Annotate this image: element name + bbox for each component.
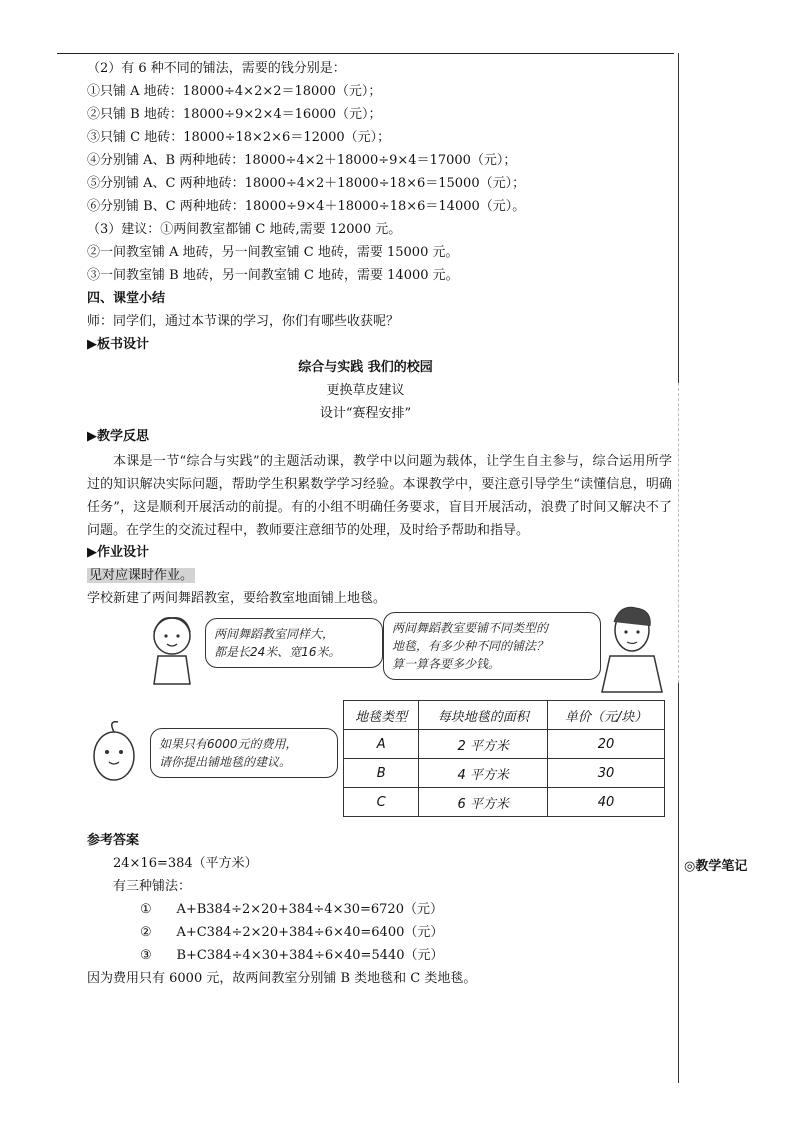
board-line: 设计“赛程安排”: [319, 406, 412, 421]
section-heading: 参考答案: [87, 833, 140, 848]
text-line: 师：同学们，通过本节课的学习，你们有哪些收获呢？: [87, 314, 400, 329]
section-heading: ▶教学反思: [87, 429, 149, 444]
table-cell: 30: [548, 759, 665, 788]
text-line: ⑤分别铺 A、C 两种地砖：18000÷4×2＋18000÷18×6＝15000（元）；: [87, 176, 526, 191]
section-heading: ▶作业设计: [87, 545, 149, 560]
bubble-line: 地毯，有多少种不同的铺法？: [392, 639, 549, 653]
table-cell: 2 平方米: [419, 730, 548, 759]
boy-illustration: [140, 612, 204, 692]
table-header-row: [344, 701, 665, 730]
text-line: ③一间教室铺 B 地砖，另一间教室铺 C 地砖，需要 14000 元。: [87, 268, 459, 283]
text-line: ②一间教室铺 A 地砖，另一间教室铺 C 地砖，需要 15000 元。: [87, 245, 459, 260]
text-line: （2）有 6 种不同的铺法，需要的钱分别是：: [87, 61, 346, 76]
answer-line: ② A+C384÷2×20+384÷6×40=6400（元）: [140, 925, 444, 940]
margin-line: [678, 53, 679, 383]
speech-bubble-bottom: [150, 728, 338, 778]
section-heading: 四、课堂小结: [87, 291, 166, 306]
reflection-paragraph: 本课是一节“综合与实践”的主题活动课，教学中以问题为载体，让学生自主参与，综合运用所学过的知识解决实际问题，帮助学生积累数学学习经验。本课教学中，要注意引导学生“读懂信息，明确任务”，这是顺利开展活动的前提。有的小组不明确任务要求，盲目开展活动，浪费了时间又解决不了问题。在学生的交流过程中，教师要注意细节的处理，及时给予帮助和指导。: [87, 454, 672, 538]
speech-bubble-right: [383, 612, 601, 680]
table-cell: A: [344, 730, 419, 759]
table-cell: B: [344, 759, 419, 788]
section-heading: ▶板书设计: [87, 337, 149, 352]
board-title: 综合与实践 我们的校园: [298, 360, 433, 375]
carpet-table: [343, 700, 665, 817]
bubble-line: 都是长24米、宽16米。: [214, 645, 341, 659]
text-line: ②只铺 B 地砖：18000÷9×2×4＝16000（元）；: [87, 107, 382, 122]
text-line: ③只铺 C 地砖：18000÷18×2×6＝12000（元）；: [87, 130, 391, 145]
board-line: 更换草皮建议: [326, 383, 405, 398]
text-line: 学校新建了两间舞蹈教室，要给教室地面铺上地毯。: [87, 591, 387, 606]
bubble-line: 算一算各要多少钱。: [392, 657, 501, 671]
answer-line: 24×16=384（平方米）: [113, 856, 258, 871]
text-line: ①只铺 A 地砖：18000÷4×2×2＝18000（元）；: [87, 84, 382, 99]
bubble-line: 两间舞蹈教室同样大，: [214, 627, 335, 641]
table-row: [344, 788, 665, 817]
top-rule: [57, 53, 674, 54]
mascot-illustration: [82, 718, 146, 784]
table-cell: 6 平方米: [419, 788, 548, 817]
table-row: [344, 759, 665, 788]
teacher-illustration: [596, 604, 668, 694]
table-header: 地毯类型: [344, 701, 419, 730]
margin-line: [678, 383, 679, 683]
text-line: ⑥分别铺 B、C 两种地砖：18000÷9×4＋18000÷18×6＝14000（元）。: [87, 199, 526, 214]
bubble-line: 两间舞蹈教室要铺不同类型的: [392, 621, 549, 635]
homework-note: [87, 567, 195, 585]
speech-bubble-left: [205, 618, 383, 668]
side-note-label: ◎教学笔记: [684, 859, 748, 874]
bubble-line: 请你提出铺地毯的建议。: [159, 755, 292, 769]
table-header: 单价（元/块）: [548, 701, 665, 730]
answer-line: 有三种铺法：: [113, 879, 192, 894]
table-cell: C: [344, 788, 419, 817]
table-cell: 4 平方米: [419, 759, 548, 788]
answer-line: ① A+B384÷2×20+384÷4×30=6720（元）: [140, 902, 443, 917]
bubble-line: 如果只有6000元的费用，: [159, 737, 298, 751]
table-row: [344, 730, 665, 759]
highlighted-text: 见对应课时作业。: [89, 568, 194, 583]
table-cell: 40: [548, 788, 665, 817]
answer-line: 因为费用只有 6000 元，故两间教室分别铺 B 类地毯和 C 类地毯。: [87, 971, 477, 986]
margin-line: [678, 683, 679, 1083]
table-header: 每块地毯的面积: [419, 701, 548, 730]
text-line: ④分别铺 A、B 两种地砖：18000÷4×2＋18000÷9×4＝17000（元）；: [87, 153, 517, 168]
table-cell: 20: [548, 730, 665, 759]
text-line: （3）建议：①两间教室都铺 C 地砖,需要 12000 元。: [87, 222, 402, 237]
answer-line: ③ B+C384÷4×30+384÷6×40=5440（元）: [140, 948, 444, 963]
